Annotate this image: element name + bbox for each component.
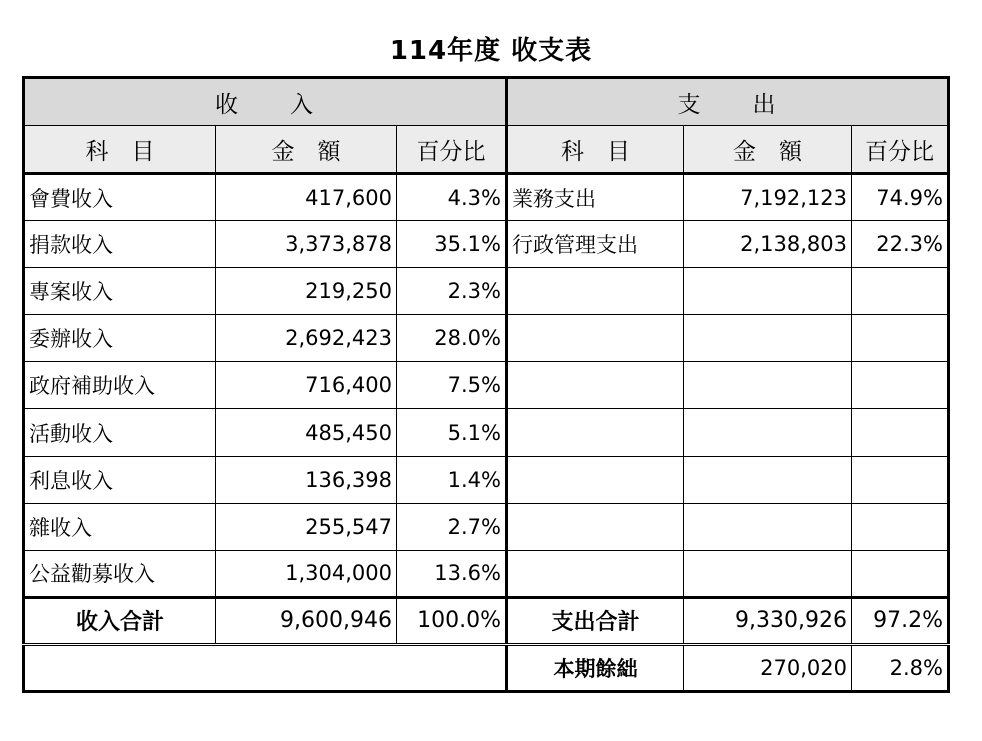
income-item-name: 委辦收入 (24, 315, 216, 362)
income-item-name: 雜收入 (24, 503, 216, 550)
income-amount: 485,450 (216, 409, 397, 456)
income-amount: 2,692,423 (216, 315, 397, 362)
income-percent: 1.4% (397, 456, 507, 503)
table-row (24, 362, 949, 409)
table-row (24, 550, 949, 597)
table-row (24, 174, 949, 221)
income-amount: 219,250 (216, 268, 397, 315)
expense-item-name: 行政管理支出 (507, 221, 684, 268)
income-amount: 1,304,000 (216, 550, 397, 597)
income-total-amount: 9,600,946 (216, 597, 397, 644)
income-amount: 3,373,878 (216, 221, 397, 268)
income-section-header: 收 入 (24, 78, 507, 126)
expense-amount-header: 金 額 (684, 126, 852, 174)
expense-item-header: 科 目 (507, 126, 684, 174)
page-title: 114年度 收支表 (389, 36, 593, 66)
expense-percent (852, 409, 949, 456)
expense-item-name (507, 315, 684, 362)
income-item-name: 利息收入 (24, 456, 216, 503)
income-percent: 13.6% (397, 550, 507, 597)
expense-amount (684, 362, 852, 409)
expense-percent (852, 362, 949, 409)
expense-total-amount: 9,330,926 (684, 597, 852, 644)
income-percent: 28.0% (397, 315, 507, 362)
income-amount: 136,398 (216, 456, 397, 503)
table-row (24, 268, 949, 315)
income-amount: 255,547 (216, 503, 397, 550)
expense-amount: 2,138,803 (684, 221, 852, 268)
expense-amount (684, 315, 852, 362)
table-row (24, 221, 949, 268)
income-amount: 417,600 (216, 174, 397, 221)
expense-percent (852, 550, 949, 597)
expense-amount (684, 456, 852, 503)
income-percent: 4.3% (397, 174, 507, 221)
expense-item-name: 業務支出 (507, 174, 684, 221)
income-item-name: 會費收入 (24, 174, 216, 221)
income-percent: 5.1% (397, 409, 507, 456)
income-item-name: 公益勸募收入 (24, 550, 216, 597)
balance-row (24, 644, 949, 691)
expense-amount (684, 409, 852, 456)
total-row (24, 597, 949, 644)
expense-amount (684, 268, 852, 315)
balance-amount: 270,020 (684, 644, 852, 691)
expense-amount (684, 503, 852, 550)
income-item-header: 科 目 (24, 126, 216, 174)
expense-total-percent: 97.2% (852, 597, 949, 644)
income-total-percent: 100.0% (397, 597, 507, 644)
table-row (24, 409, 949, 456)
expense-percent (852, 456, 949, 503)
expense-percent: 22.3% (852, 221, 949, 268)
income-percent: 35.1% (397, 221, 507, 268)
balance-percent: 2.8% (852, 644, 949, 691)
expense-percent (852, 315, 949, 362)
expense-item-name (507, 409, 684, 456)
column-header-row (24, 126, 949, 174)
income-item-name: 捐款收入 (24, 221, 216, 268)
income-percent: 2.7% (397, 503, 507, 550)
income-item-name: 政府補助收入 (24, 362, 216, 409)
expense-percent (852, 268, 949, 315)
table-row (24, 503, 949, 550)
income-item-name: 專案收入 (24, 268, 216, 315)
expense-item-name (507, 550, 684, 597)
expense-amount: 7,192,123 (684, 174, 852, 221)
income-expense-table (22, 76, 950, 693)
expense-item-name (507, 268, 684, 315)
income-percent-header: 百分比 (397, 126, 507, 174)
income-amount-header: 金 額 (216, 126, 397, 174)
table-row (24, 456, 949, 503)
expense-amount (684, 550, 852, 597)
expense-total-label: 支出合計 (507, 597, 684, 644)
income-total-label: 收入合計 (24, 597, 216, 644)
expense-section-header: 支 出 (507, 78, 949, 126)
section-header-row (24, 78, 949, 126)
expense-percent-header: 百分比 (852, 126, 949, 174)
income-percent: 7.5% (397, 362, 507, 409)
income-percent: 2.3% (397, 268, 507, 315)
income-amount: 716,400 (216, 362, 397, 409)
income-item-name: 活動收入 (24, 409, 216, 456)
expense-percent (852, 503, 949, 550)
balance-empty-cell (24, 644, 507, 691)
balance-label: 本期餘絀 (507, 644, 684, 691)
expense-percent: 74.9% (852, 174, 949, 221)
expense-item-name (507, 362, 684, 409)
table-row (24, 315, 949, 362)
expense-item-name (507, 456, 684, 503)
expense-item-name (507, 503, 684, 550)
